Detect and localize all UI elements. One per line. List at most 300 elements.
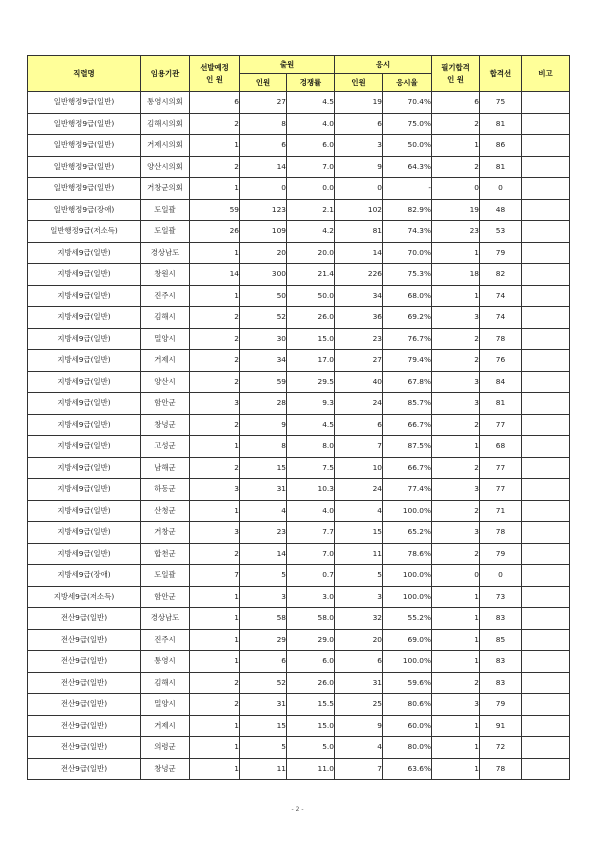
cell-rate: 69.0% xyxy=(383,629,432,651)
cell-position: 일반행정9급(저소득) xyxy=(28,221,141,243)
table-row xyxy=(28,414,570,436)
cell-planned: 1 xyxy=(190,285,240,307)
cell-agency: 남해군 xyxy=(141,457,190,479)
cell-agency: 창녕군 xyxy=(141,758,190,780)
cell-applied: 300 xyxy=(240,264,287,286)
cell-examinees: 226 xyxy=(335,264,383,286)
cell-position: 일반행정9급(일반) xyxy=(28,135,141,157)
header-applied: 출원 xyxy=(240,56,335,74)
cell-applied: 123 xyxy=(240,199,287,221)
cell-rate: 80.0% xyxy=(383,737,432,759)
header-applied-ratio: 경쟁률 xyxy=(287,74,335,92)
cell-planned: 1 xyxy=(190,737,240,759)
cell-planned: 26 xyxy=(190,221,240,243)
cell-examinees: 0 xyxy=(335,178,383,200)
cell-passed: 2 xyxy=(432,350,480,372)
cell-rate: 80.6% xyxy=(383,694,432,716)
cell-agency: 거제시 xyxy=(141,350,190,372)
cell-ratio: 8.0 xyxy=(287,436,335,458)
table-row xyxy=(28,242,570,264)
cell-rate: 75.0% xyxy=(383,113,432,135)
table-row xyxy=(28,199,570,221)
cell-planned: 2 xyxy=(190,672,240,694)
table-row xyxy=(28,328,570,350)
cell-note xyxy=(522,522,570,544)
cell-position: 지방세9급(일반) xyxy=(28,285,141,307)
table-row xyxy=(28,371,570,393)
cell-cutoff: 84 xyxy=(480,371,522,393)
table-row xyxy=(28,307,570,329)
cell-applied: 15 xyxy=(240,715,287,737)
table-row xyxy=(28,672,570,694)
cell-note xyxy=(522,543,570,565)
header-written xyxy=(432,56,480,92)
cell-applied: 6 xyxy=(240,651,287,673)
cell-ratio: 20.0 xyxy=(287,242,335,264)
cell-applied: 5 xyxy=(240,565,287,587)
table-row xyxy=(28,715,570,737)
cell-cutoff: 81 xyxy=(480,156,522,178)
cell-cutoff: 81 xyxy=(480,113,522,135)
header-position: 직렬명 xyxy=(28,56,141,92)
cell-applied: 14 xyxy=(240,156,287,178)
cell-agency: 김해시의회 xyxy=(141,113,190,135)
cell-note xyxy=(522,221,570,243)
cell-cutoff: 78 xyxy=(480,758,522,780)
cell-passed: 2 xyxy=(432,328,480,350)
cell-rate: 85.7% xyxy=(383,393,432,415)
cell-position: 지방세9급(일반) xyxy=(28,543,141,565)
table-row xyxy=(28,285,570,307)
cell-rate: 75.3% xyxy=(383,264,432,286)
cell-agency: 진주시 xyxy=(141,285,190,307)
cell-planned: 3 xyxy=(190,393,240,415)
cell-applied: 0 xyxy=(240,178,287,200)
cell-note xyxy=(522,500,570,522)
cell-ratio: 26.0 xyxy=(287,672,335,694)
cell-cutoff: 83 xyxy=(480,651,522,673)
page-number: - 2 - xyxy=(291,806,304,813)
cell-note xyxy=(522,758,570,780)
cell-position: 지방세9급(일반) xyxy=(28,307,141,329)
cell-ratio: 29.5 xyxy=(287,371,335,393)
cell-cutoff: 0 xyxy=(480,178,522,200)
cell-rate: 87.5% xyxy=(383,436,432,458)
cell-cutoff: 75 xyxy=(480,92,522,114)
cell-applied: 8 xyxy=(240,113,287,135)
cell-passed: 3 xyxy=(432,307,480,329)
cell-cutoff: 77 xyxy=(480,457,522,479)
cell-position: 지방세9급(일반) xyxy=(28,500,141,522)
cell-examinees: 31 xyxy=(335,672,383,694)
cell-applied: 27 xyxy=(240,92,287,114)
cell-agency: 고성군 xyxy=(141,436,190,458)
cell-planned: 1 xyxy=(190,608,240,630)
cell-note xyxy=(522,285,570,307)
cell-passed: 1 xyxy=(432,242,480,264)
cell-examinees: 24 xyxy=(335,479,383,501)
cell-ratio: 10.3 xyxy=(287,479,335,501)
cell-applied: 6 xyxy=(240,135,287,157)
cell-rate: 78.6% xyxy=(383,543,432,565)
cell-planned: 1 xyxy=(190,651,240,673)
header-written-line2: 인 원 xyxy=(447,74,464,84)
cell-position: 지방세9급(일반) xyxy=(28,479,141,501)
cell-ratio: 26.0 xyxy=(287,307,335,329)
cell-rate: 82.9% xyxy=(383,199,432,221)
cell-passed: 2 xyxy=(432,457,480,479)
table-row xyxy=(28,543,570,565)
cell-passed: 3 xyxy=(432,522,480,544)
cell-passed: 6 xyxy=(432,92,480,114)
cell-agency: 창녕군 xyxy=(141,414,190,436)
cell-applied: 28 xyxy=(240,393,287,415)
cell-agency: 양산시 xyxy=(141,371,190,393)
table-row xyxy=(28,758,570,780)
cell-planned: 1 xyxy=(190,500,240,522)
cell-planned: 2 xyxy=(190,543,240,565)
table-row xyxy=(28,156,570,178)
cell-position: 전산9급(일반) xyxy=(28,758,141,780)
cell-planned: 1 xyxy=(190,135,240,157)
cell-cutoff: 81 xyxy=(480,393,522,415)
cell-planned: 2 xyxy=(190,350,240,372)
cell-note xyxy=(522,156,570,178)
table-row xyxy=(28,92,570,114)
cell-agency: 합천군 xyxy=(141,543,190,565)
table-row xyxy=(28,264,570,286)
cell-agency: 경상남도 xyxy=(141,608,190,630)
cell-agency: 통영시 xyxy=(141,651,190,673)
cell-examinees: 3 xyxy=(335,135,383,157)
cell-position: 일반행정9급(일반) xyxy=(28,178,141,200)
cell-applied: 3 xyxy=(240,586,287,608)
cell-note xyxy=(522,414,570,436)
cell-position: 지방세9급(일반) xyxy=(28,522,141,544)
cell-ratio: 4.0 xyxy=(287,113,335,135)
cell-planned: 2 xyxy=(190,113,240,135)
header-agency: 임용기관 xyxy=(141,56,190,92)
cell-planned: 2 xyxy=(190,694,240,716)
cell-examinees: 6 xyxy=(335,113,383,135)
cell-rate: 65.2% xyxy=(383,522,432,544)
cell-ratio: 15.0 xyxy=(287,328,335,350)
cell-examinees: 102 xyxy=(335,199,383,221)
cell-note xyxy=(522,264,570,286)
cell-agency: 거창군의회 xyxy=(141,178,190,200)
cell-passed: 2 xyxy=(432,543,480,565)
cell-examinees: 4 xyxy=(335,737,383,759)
cell-passed: 1 xyxy=(432,135,480,157)
cell-agency: 함안군 xyxy=(141,393,190,415)
cell-applied: 52 xyxy=(240,672,287,694)
cell-applied: 58 xyxy=(240,608,287,630)
cell-ratio: 11.0 xyxy=(287,758,335,780)
cell-examinees: 5 xyxy=(335,565,383,587)
cell-examinees: 9 xyxy=(335,156,383,178)
cell-rate: 66.7% xyxy=(383,414,432,436)
cell-passed: 23 xyxy=(432,221,480,243)
cell-applied: 20 xyxy=(240,242,287,264)
cell-agency: 하동군 xyxy=(141,479,190,501)
cell-note xyxy=(522,479,570,501)
header-written-line1: 필기합격 xyxy=(441,62,470,72)
cell-passed: 0 xyxy=(432,178,480,200)
table-row xyxy=(28,457,570,479)
cell-planned: 1 xyxy=(190,715,240,737)
cell-cutoff: 0 xyxy=(480,565,522,587)
cell-rate: 74.3% xyxy=(383,221,432,243)
cell-planned: 1 xyxy=(190,436,240,458)
cell-position: 지방세9급(일반) xyxy=(28,371,141,393)
cell-cutoff: 79 xyxy=(480,543,522,565)
cell-ratio: 17.0 xyxy=(287,350,335,372)
cell-agency: 양산시의회 xyxy=(141,156,190,178)
cell-planned: 1 xyxy=(190,758,240,780)
cell-examinees: 32 xyxy=(335,608,383,630)
cell-note xyxy=(522,328,570,350)
header-planned-line2: 인 원 xyxy=(206,74,223,84)
cell-applied: 50 xyxy=(240,285,287,307)
cell-agency: 밀양시 xyxy=(141,694,190,716)
table-row xyxy=(28,500,570,522)
cell-agency: 함안군 xyxy=(141,586,190,608)
cell-note xyxy=(522,242,570,264)
cell-position: 지방세9급(일반) xyxy=(28,350,141,372)
cell-rate: 69.2% xyxy=(383,307,432,329)
cell-position: 전산9급(일반) xyxy=(28,737,141,759)
cell-applied: 109 xyxy=(240,221,287,243)
cell-examinees: 23 xyxy=(335,328,383,350)
cell-examinees: 81 xyxy=(335,221,383,243)
header-cutoff: 합격선 xyxy=(480,56,522,92)
cell-agency: 산청군 xyxy=(141,500,190,522)
cell-passed: 3 xyxy=(432,393,480,415)
cell-applied: 31 xyxy=(240,479,287,501)
cell-passed: 18 xyxy=(432,264,480,286)
cell-planned: 6 xyxy=(190,92,240,114)
cell-cutoff: 53 xyxy=(480,221,522,243)
cell-cutoff: 82 xyxy=(480,264,522,286)
cell-examinees: 14 xyxy=(335,242,383,264)
cell-ratio: 3.0 xyxy=(287,586,335,608)
cell-planned: 14 xyxy=(190,264,240,286)
header-planned xyxy=(190,56,240,92)
cell-applied: 4 xyxy=(240,500,287,522)
cell-ratio: 7.0 xyxy=(287,543,335,565)
cell-position: 전산9급(일반) xyxy=(28,629,141,651)
cell-cutoff: 77 xyxy=(480,479,522,501)
cell-cutoff: 83 xyxy=(480,672,522,694)
table-row xyxy=(28,178,570,200)
cell-cutoff: 79 xyxy=(480,694,522,716)
table-row xyxy=(28,586,570,608)
cell-planned: 7 xyxy=(190,565,240,587)
cell-rate: - xyxy=(383,178,432,200)
cell-position: 전산9급(일반) xyxy=(28,651,141,673)
cell-ratio: 4.5 xyxy=(287,414,335,436)
cell-examinees: 36 xyxy=(335,307,383,329)
cell-planned: 59 xyxy=(190,199,240,221)
cell-cutoff: 73 xyxy=(480,586,522,608)
cell-cutoff: 74 xyxy=(480,307,522,329)
cell-cutoff: 78 xyxy=(480,328,522,350)
cell-planned: 1 xyxy=(190,586,240,608)
cell-ratio: 29.0 xyxy=(287,629,335,651)
cell-planned: 1 xyxy=(190,242,240,264)
cell-passed: 1 xyxy=(432,629,480,651)
cell-cutoff: 83 xyxy=(480,608,522,630)
cell-agency: 거제시 xyxy=(141,715,190,737)
cell-ratio: 2.1 xyxy=(287,199,335,221)
cell-ratio: 15.5 xyxy=(287,694,335,716)
cell-applied: 11 xyxy=(240,758,287,780)
cell-ratio: 6.0 xyxy=(287,135,335,157)
cell-ratio: 6.0 xyxy=(287,651,335,673)
table-row xyxy=(28,522,570,544)
cell-passed: 0 xyxy=(432,565,480,587)
cell-ratio: 4.2 xyxy=(287,221,335,243)
cell-passed: 1 xyxy=(432,715,480,737)
cell-note xyxy=(522,199,570,221)
cell-ratio: 5.0 xyxy=(287,737,335,759)
cell-note xyxy=(522,565,570,587)
cell-examinees: 19 xyxy=(335,92,383,114)
cell-planned: 2 xyxy=(190,307,240,329)
cell-examinees: 11 xyxy=(335,543,383,565)
cell-passed: 1 xyxy=(432,758,480,780)
cell-cutoff: 77 xyxy=(480,414,522,436)
cell-passed: 2 xyxy=(432,500,480,522)
cell-position: 전산9급(일반) xyxy=(28,694,141,716)
cell-position: 지방세9급(일반) xyxy=(28,264,141,286)
cell-passed: 1 xyxy=(432,285,480,307)
cell-passed: 2 xyxy=(432,414,480,436)
cell-agency: 진주시 xyxy=(141,629,190,651)
cell-passed: 2 xyxy=(432,156,480,178)
cell-examinees: 27 xyxy=(335,350,383,372)
cell-rate: 50.0% xyxy=(383,135,432,157)
cell-ratio: 7.5 xyxy=(287,457,335,479)
cell-examinees: 7 xyxy=(335,436,383,458)
cell-planned: 2 xyxy=(190,414,240,436)
cell-agency: 창원시 xyxy=(141,264,190,286)
cell-agency: 도일괄 xyxy=(141,221,190,243)
cell-note xyxy=(522,393,570,415)
header-applied-people: 인원 xyxy=(240,74,287,92)
cell-ratio: 21.4 xyxy=(287,264,335,286)
table-row xyxy=(28,436,570,458)
cell-position: 일반행정9급(장애) xyxy=(28,199,141,221)
cell-position: 전산9급(일반) xyxy=(28,715,141,737)
cell-rate: 55.2% xyxy=(383,608,432,630)
cell-note xyxy=(522,586,570,608)
cell-position: 지방세9급(일반) xyxy=(28,393,141,415)
cell-rate: 79.4% xyxy=(383,350,432,372)
cell-passed: 1 xyxy=(432,586,480,608)
cell-cutoff: 76 xyxy=(480,350,522,372)
cell-examinees: 20 xyxy=(335,629,383,651)
table-row xyxy=(28,350,570,372)
cell-agency: 경상남도 xyxy=(141,242,190,264)
cell-rate: 100.0% xyxy=(383,651,432,673)
cell-rate: 70.0% xyxy=(383,242,432,264)
cell-agency: 도일괄 xyxy=(141,199,190,221)
cell-rate: 63.6% xyxy=(383,758,432,780)
cell-passed: 3 xyxy=(432,479,480,501)
cell-agency: 거창군 xyxy=(141,522,190,544)
table-row xyxy=(28,651,570,673)
cell-rate: 100.0% xyxy=(383,500,432,522)
cell-position: 지방세9급(일반) xyxy=(28,457,141,479)
cell-examinees: 34 xyxy=(335,285,383,307)
cell-position: 지방세9급(장애) xyxy=(28,565,141,587)
cell-agency: 도일괄 xyxy=(141,565,190,587)
cell-examinees: 6 xyxy=(335,414,383,436)
cell-passed: 1 xyxy=(432,436,480,458)
header-exam-rate: 응시율 xyxy=(383,74,432,92)
cell-cutoff: 79 xyxy=(480,242,522,264)
cell-passed: 3 xyxy=(432,371,480,393)
cell-cutoff: 68 xyxy=(480,436,522,458)
cell-applied: 14 xyxy=(240,543,287,565)
cell-agency: 거제시의회 xyxy=(141,135,190,157)
cell-rate: 77.4% xyxy=(383,479,432,501)
cell-note xyxy=(522,672,570,694)
cell-applied: 34 xyxy=(240,350,287,372)
cell-note xyxy=(522,715,570,737)
table-row xyxy=(28,694,570,716)
table-row xyxy=(28,393,570,415)
cell-cutoff: 85 xyxy=(480,629,522,651)
cell-passed: 2 xyxy=(432,113,480,135)
header-note: 비고 xyxy=(522,56,570,92)
cell-agency: 밀양시 xyxy=(141,328,190,350)
header-planned-line1: 선발예정 xyxy=(200,62,229,72)
cell-note xyxy=(522,307,570,329)
cell-planned: 1 xyxy=(190,178,240,200)
cell-applied: 5 xyxy=(240,737,287,759)
cell-examinees: 15 xyxy=(335,522,383,544)
cell-position: 일반행정9급(일반) xyxy=(28,113,141,135)
cell-examinees: 40 xyxy=(335,371,383,393)
cell-note xyxy=(522,457,570,479)
results-table xyxy=(27,55,570,780)
cell-ratio: 50.0 xyxy=(287,285,335,307)
cell-planned: 1 xyxy=(190,629,240,651)
cell-note xyxy=(522,350,570,372)
cell-agency: 김해시 xyxy=(141,672,190,694)
cell-examinees: 7 xyxy=(335,758,383,780)
cell-passed: 19 xyxy=(432,199,480,221)
table-body xyxy=(28,92,570,780)
cell-note xyxy=(522,371,570,393)
cell-note xyxy=(522,113,570,135)
cell-applied: 30 xyxy=(240,328,287,350)
cell-applied: 23 xyxy=(240,522,287,544)
cell-rate: 64.3% xyxy=(383,156,432,178)
cell-passed: 2 xyxy=(432,672,480,694)
cell-ratio: 4.0 xyxy=(287,500,335,522)
cell-ratio: 0.7 xyxy=(287,565,335,587)
cell-planned: 3 xyxy=(190,479,240,501)
cell-position: 지방세9급(일반) xyxy=(28,414,141,436)
cell-position: 지방세9급(일반) xyxy=(28,242,141,264)
cell-ratio: 58.0 xyxy=(287,608,335,630)
cell-cutoff: 91 xyxy=(480,715,522,737)
cell-examinees: 25 xyxy=(335,694,383,716)
cell-planned: 2 xyxy=(190,457,240,479)
